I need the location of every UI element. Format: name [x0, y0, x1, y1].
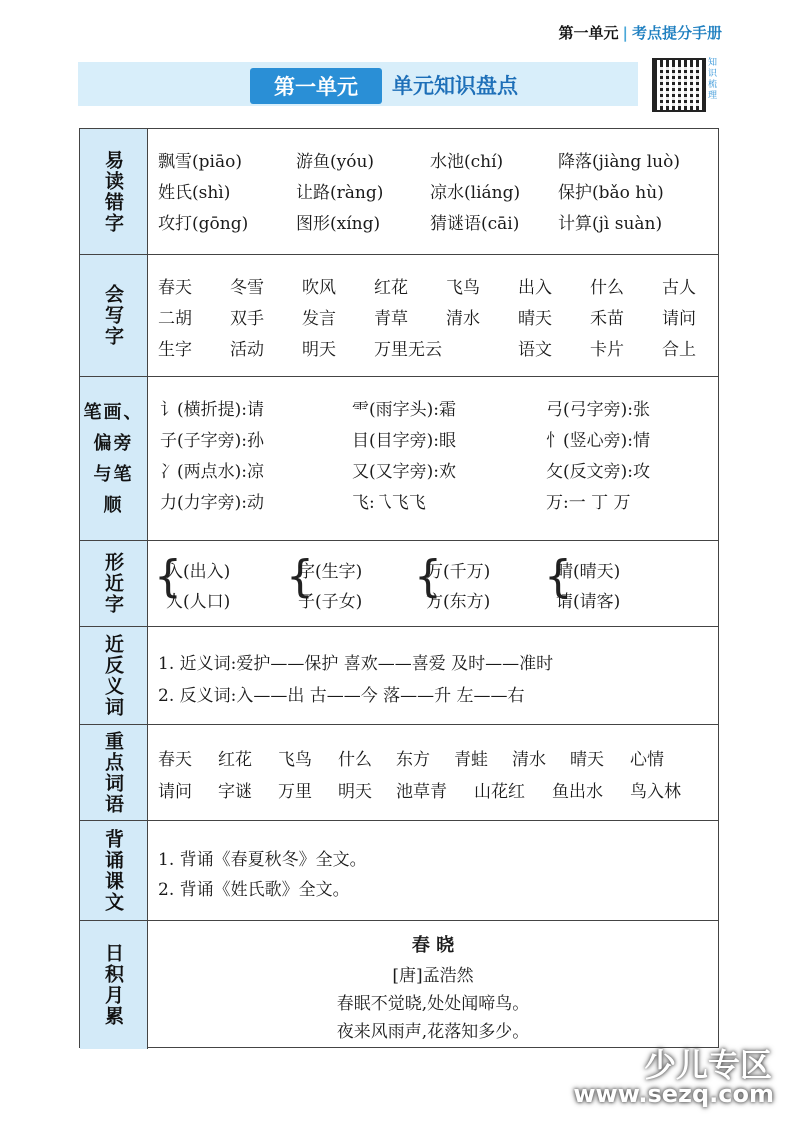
row-label: 易读错字: [80, 129, 148, 254]
stroke-item: 又(又字旁):欢: [352, 462, 456, 482]
row-label: 重点词语: [80, 725, 148, 820]
key-word: 请问: [158, 782, 192, 802]
key-word: 万里: [278, 782, 312, 802]
write-word: 冬雪: [230, 278, 264, 298]
similar-char: 人(人口): [166, 592, 231, 612]
synonyms-content: [148, 627, 718, 724]
key-word: 字谜: [218, 782, 252, 802]
poem-author: [唐]孟浩然: [392, 966, 474, 986]
qr-code-icon[interactable]: [652, 58, 706, 112]
brace-icon: {: [286, 551, 314, 602]
brace-icon: {: [544, 551, 572, 602]
watermark-brand: 少儿专区: [643, 1046, 772, 1084]
stroke-item: 攵(反文旁):攻: [546, 462, 650, 482]
misread-word: 水池(chí): [430, 152, 504, 172]
write-word: 明天: [302, 340, 336, 360]
daily-content: [148, 921, 718, 1049]
antonym-line: 2. 反义词:入——出 古——今 落——升 左——右: [158, 686, 525, 706]
misread-word: 姓氏(shì): [158, 183, 231, 203]
stroke-item: 讠(横折提):请: [160, 400, 264, 420]
similar-char: 入(出入): [166, 562, 231, 582]
key-word: 鱼出水: [552, 782, 603, 802]
misread-word: 图形(xíng): [296, 214, 381, 234]
row-easy-misread: [80, 129, 718, 255]
key-word: 什么: [338, 750, 372, 770]
key-word: 青蛙: [454, 750, 488, 770]
poem-line-1: 春眠不觉晓,处处闻啼鸟。: [336, 994, 530, 1014]
poem-line-2: 夜来风雨声,花落知多少。: [336, 1022, 530, 1042]
write-word: 古人: [662, 278, 696, 298]
key-word: 明天: [338, 782, 372, 802]
stroke-item: 飞:乁飞飞: [352, 493, 426, 513]
brace-icon: {: [414, 551, 442, 602]
write-word: 吹风: [302, 278, 336, 298]
strokes-content: [148, 377, 718, 540]
row-write-words: [80, 255, 718, 377]
write-word: 清水: [446, 309, 480, 329]
row-similar-chars: [80, 541, 718, 627]
key-words-content: [148, 725, 718, 820]
recite-line-1: 1. 背诵《春夏秋冬》全文。: [158, 850, 367, 870]
write-word: 语文: [518, 340, 552, 360]
key-word: 红花: [218, 750, 252, 770]
write-word: 二胡: [158, 309, 192, 329]
misread-word: 保护(bǎo hù): [558, 183, 664, 203]
key-word: 飞鸟: [278, 750, 312, 770]
misread-word: 飘雪(piāo): [158, 152, 242, 172]
write-word: 出入: [518, 278, 552, 298]
stroke-item: 目(目字旁):眼: [352, 431, 456, 451]
write-word: 发言: [302, 309, 336, 329]
misread-word: 降落(jiàng luò): [558, 152, 680, 172]
write-words-content: [148, 255, 718, 376]
brace-icon: {: [154, 551, 182, 602]
key-word: 鸟入林: [630, 782, 681, 802]
row-label: 日积月累: [80, 921, 148, 1049]
row-synonyms: [80, 627, 718, 725]
write-word: 什么: [590, 278, 624, 298]
write-word: 青草: [374, 309, 408, 329]
misread-word: 让路(ràng): [296, 183, 384, 203]
similar-char: 万(千万): [426, 562, 491, 582]
page-header: [558, 22, 722, 43]
write-word: 生字: [158, 340, 192, 360]
similar-char: 子(子女): [298, 592, 363, 612]
row-label: 背诵课文: [80, 821, 148, 920]
stroke-item: 弓(弓字旁):张: [546, 400, 650, 420]
synonym-line: 1. 近义词:爱护——保护 喜欢——喜爱 及时——准时: [158, 654, 554, 674]
write-word: 春天: [158, 278, 192, 298]
row-label: 近反义词: [80, 627, 148, 724]
write-word: 红花: [374, 278, 408, 298]
row-strokes: [80, 377, 718, 541]
misread-word: 计算(jì suàn): [558, 214, 663, 234]
key-word: 池草青: [396, 782, 447, 802]
row-label: 会写字: [80, 255, 148, 376]
stroke-item: 万:一 丁 万: [546, 493, 631, 513]
banner-title: 单元知识盘点: [392, 74, 518, 98]
write-word: 请问: [662, 309, 696, 329]
write-word: 双手: [230, 309, 264, 329]
misread-word: 猜谜语(cāi): [430, 214, 520, 234]
write-word: 合上: [662, 340, 696, 360]
key-word: 山花红: [474, 782, 525, 802]
write-word: 活动: [230, 340, 264, 360]
write-word: 卡片: [590, 340, 624, 360]
misread-word: 凉水(liáng): [430, 183, 521, 203]
watermark-url: www.sezq.com: [573, 1080, 774, 1108]
key-word: 心情: [630, 750, 664, 770]
key-word: 春天: [158, 750, 192, 770]
poem-title: 春 晓: [411, 935, 455, 956]
key-word: 东方: [396, 750, 430, 770]
write-word: 飞鸟: [446, 278, 480, 298]
header-divider: |: [622, 24, 628, 42]
easy-misread-content: [148, 129, 718, 254]
write-word: 晴天: [518, 309, 552, 329]
misread-word: 游鱼(yóu): [296, 152, 375, 172]
similar-chars-content: [148, 541, 718, 626]
recite-content: [148, 821, 718, 920]
similar-char: 字(生字): [298, 562, 363, 582]
stroke-item: 子(子字旁):孙: [160, 431, 264, 451]
key-word: 晴天: [570, 750, 604, 770]
row-label: 笔画、 偏旁 与笔 顺: [80, 377, 148, 540]
header-unit: 第一单元: [558, 24, 619, 42]
header-handbook: 考点提分手册: [631, 24, 722, 42]
qr-label: 知识梳理: [708, 58, 718, 101]
similar-char: 方(东方): [426, 592, 491, 612]
row-key-words: [80, 725, 718, 821]
write-word: 万里无云: [374, 340, 442, 360]
row-label: 形近字: [80, 541, 148, 626]
similar-char: 请(请客): [556, 592, 621, 612]
banner-unit-label: 第一单元: [250, 68, 382, 104]
write-word: 禾苗: [590, 309, 624, 329]
key-word: 清水: [512, 750, 546, 770]
stroke-item: 忄(竖心旁):情: [546, 431, 650, 451]
similar-char: 晴(晴天): [556, 562, 621, 582]
row-recite: [80, 821, 718, 921]
recite-line-2: 2. 背诵《姓氏歌》全文。: [158, 880, 350, 900]
stroke-item: ⻗(雨字头):霜: [352, 400, 456, 420]
misread-word: 攻打(gōng): [158, 214, 249, 234]
knowledge-table: [79, 128, 719, 1048]
stroke-item: 冫(两点水):凉: [160, 462, 264, 482]
stroke-item: 力(力字旁):动: [160, 493, 264, 513]
row-daily: [80, 921, 718, 1049]
